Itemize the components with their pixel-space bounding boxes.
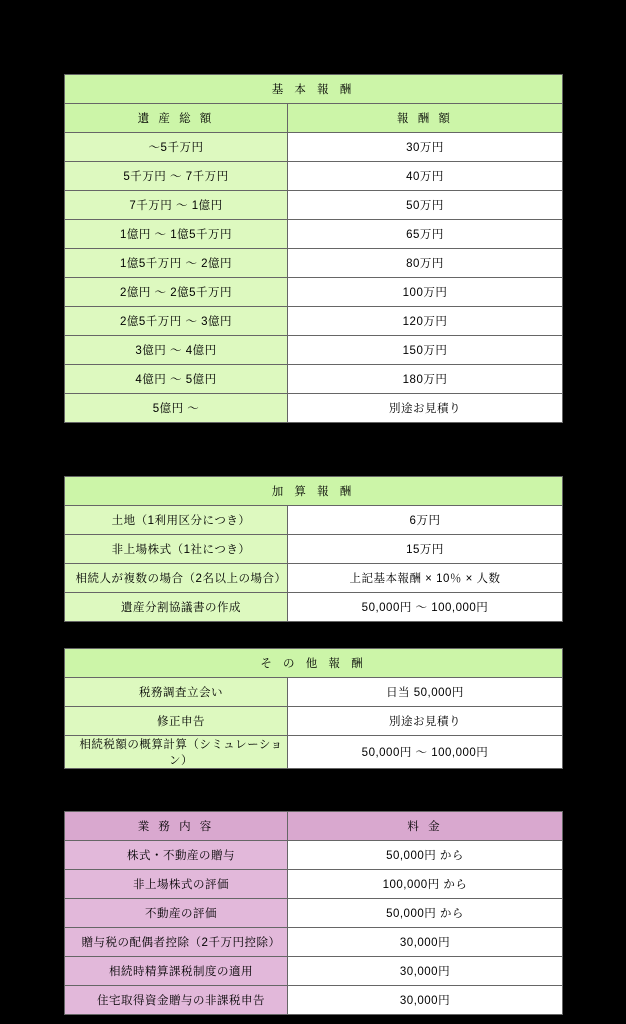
table-row bbox=[65, 133, 563, 162]
basic-estate-8: 3億円 〜 4億円 bbox=[65, 336, 288, 365]
gift-price-6: 30,000円 bbox=[288, 986, 563, 1015]
gift-item-4: 贈与税の配偶者控除（2千万円控除） bbox=[65, 928, 288, 957]
gift-fee-table bbox=[64, 811, 563, 1015]
table-row bbox=[65, 307, 563, 336]
basic-fee-table bbox=[64, 74, 563, 423]
additional-fee-table bbox=[64, 476, 563, 622]
other-value-1: 日当 50,000円 bbox=[288, 678, 563, 707]
table-row bbox=[65, 928, 563, 957]
gift-item-2: 非上場株式の評価 bbox=[65, 870, 288, 899]
other-item-3: 相続税額の概算計算（シミュレーション） bbox=[65, 736, 288, 769]
additional-item-3: 相続人が複数の場合（2名以上の場合） bbox=[65, 564, 288, 593]
basic-fee-table-title: 基 本 報 酬 bbox=[65, 75, 563, 104]
gift-column-header-service: 業 務 内 容 bbox=[65, 812, 288, 841]
basic-fee-2: 40万円 bbox=[288, 162, 563, 191]
basic-estate-6: 2億円 〜 2億5千万円 bbox=[65, 278, 288, 307]
gift-price-5: 30,000円 bbox=[288, 957, 563, 986]
basic-estate-2: 5千万円 〜 7千万円 bbox=[65, 162, 288, 191]
gift-item-5: 相続時精算課税制度の適用 bbox=[65, 957, 288, 986]
table-row bbox=[65, 736, 563, 769]
gift-price-1: 50,000円 から bbox=[288, 841, 563, 870]
basic-fee-10: 別途お見積り bbox=[288, 394, 563, 423]
basic-fee-1: 30万円 bbox=[288, 133, 563, 162]
table-title-row bbox=[65, 649, 563, 678]
table-row bbox=[65, 870, 563, 899]
table-row bbox=[65, 678, 563, 707]
additional-value-2: 15万円 bbox=[288, 535, 563, 564]
table-row bbox=[65, 841, 563, 870]
gift-item-1: 株式・不動産の贈与 bbox=[65, 841, 288, 870]
other-value-2: 別途お見積り bbox=[288, 707, 563, 736]
basic-fee-3: 50万円 bbox=[288, 191, 563, 220]
table-row bbox=[65, 191, 563, 220]
basic-estate-5: 1億5千万円 〜 2億円 bbox=[65, 249, 288, 278]
other-item-1: 税務調査立会い bbox=[65, 678, 288, 707]
table-row bbox=[65, 220, 563, 249]
table-row bbox=[65, 506, 563, 535]
table-row bbox=[65, 957, 563, 986]
table-header-row bbox=[65, 812, 563, 841]
table-row bbox=[65, 593, 563, 622]
table-row bbox=[65, 365, 563, 394]
gift-column-header-price: 料 金 bbox=[288, 812, 563, 841]
additional-value-1: 6万円 bbox=[288, 506, 563, 535]
basic-column-header-fee: 報 酬 額 bbox=[288, 104, 563, 133]
basic-fee-9: 180万円 bbox=[288, 365, 563, 394]
table-row bbox=[65, 249, 563, 278]
gift-item-3: 不動産の評価 bbox=[65, 899, 288, 928]
other-item-2: 修正申告 bbox=[65, 707, 288, 736]
additional-value-4: 50,000円 〜 100,000円 bbox=[288, 593, 563, 622]
table-row bbox=[65, 899, 563, 928]
table-header-row bbox=[65, 104, 563, 133]
basic-fee-6: 100万円 bbox=[288, 278, 563, 307]
table-title-row bbox=[65, 477, 563, 506]
gift-price-4: 30,000円 bbox=[288, 928, 563, 957]
table-row bbox=[65, 986, 563, 1015]
table-row bbox=[65, 535, 563, 564]
table-row bbox=[65, 564, 563, 593]
other-value-3: 50,000円 〜 100,000円 bbox=[288, 736, 563, 769]
gift-price-2: 100,000円 から bbox=[288, 870, 563, 899]
additional-item-2: 非上場株式（1社につき） bbox=[65, 535, 288, 564]
basic-estate-4: 1億円 〜 1億5千万円 bbox=[65, 220, 288, 249]
additional-item-1: 土地（1利用区分につき） bbox=[65, 506, 288, 535]
gift-item-6: 住宅取得資金贈与の非課税申告 bbox=[65, 986, 288, 1015]
gift-price-3: 50,000円 から bbox=[288, 899, 563, 928]
basic-fee-4: 65万円 bbox=[288, 220, 563, 249]
basic-estate-3: 7千万円 〜 1億円 bbox=[65, 191, 288, 220]
table-row bbox=[65, 336, 563, 365]
table-row bbox=[65, 162, 563, 191]
additional-value-3: 上記基本報酬 × 10％ × 人数 bbox=[288, 564, 563, 593]
basic-fee-5: 80万円 bbox=[288, 249, 563, 278]
basic-estate-10: 5億円 〜 bbox=[65, 394, 288, 423]
other-fee-table-title: そ の 他 報 酬 bbox=[65, 649, 563, 678]
table-row bbox=[65, 394, 563, 423]
additional-fee-table-title: 加 算 報 酬 bbox=[65, 477, 563, 506]
basic-fee-7: 120万円 bbox=[288, 307, 563, 336]
table-title-row bbox=[65, 75, 563, 104]
basic-column-header-estate: 遺 産 総 額 bbox=[65, 104, 288, 133]
basic-estate-7: 2億5千万円 〜 3億円 bbox=[65, 307, 288, 336]
other-fee-table bbox=[64, 648, 563, 769]
table-row bbox=[65, 707, 563, 736]
basic-fee-8: 150万円 bbox=[288, 336, 563, 365]
basic-estate-9: 4億円 〜 5億円 bbox=[65, 365, 288, 394]
basic-estate-1: 〜5千万円 bbox=[65, 133, 288, 162]
table-row bbox=[65, 278, 563, 307]
additional-item-4: 遺産分割協議書の作成 bbox=[65, 593, 288, 622]
